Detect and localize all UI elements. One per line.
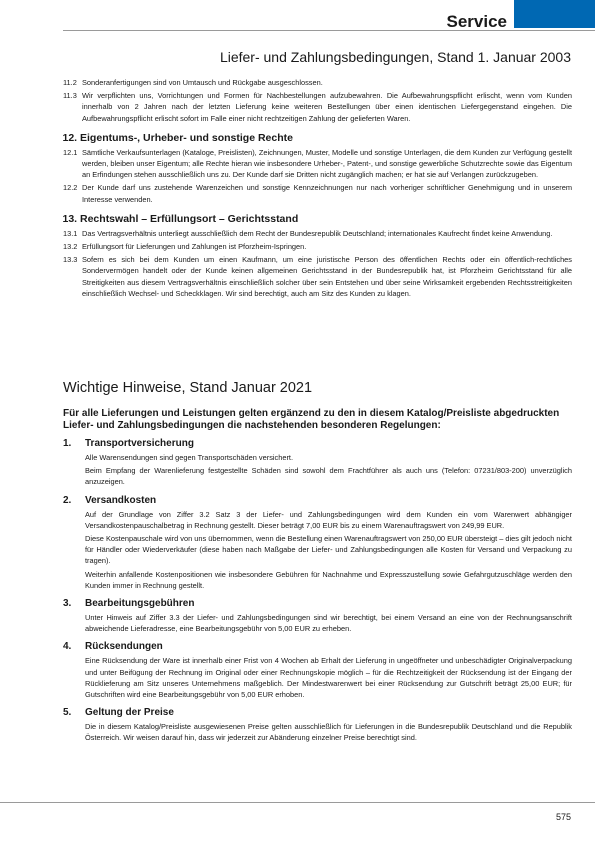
hint-heading: Geltung der Preise [85, 707, 174, 719]
clause-text: Der Kunde darf uns zustehende Warenzeichen und sonstige Kennzeichnungen nur nach vorheriger schriftlicher Genehmigung und in unserem Interesse verwenden. [82, 183, 572, 204]
clause-number: 13.3 [63, 255, 78, 265]
clause [63, 182, 572, 204]
hint-item [63, 641, 572, 700]
clause-text: Erfüllungsort für Lieferungen und Zahlungen ist Pforzheim-Ispringen. [82, 242, 307, 252]
hint-number: 3. [63, 598, 72, 610]
hint-number: 5. [63, 707, 72, 719]
hint-paragraph: Alle Warensendungen sind gegen Transportschäden versichert. [85, 453, 294, 462]
clause-number: 11.2 [63, 78, 77, 87]
hint-paragraph: Eine Rücksendung der Ware ist innerhalb einer Frist von 4 Wochen ab Erhalt der Lieferung in ungeöffneter und unbeschädigter Originalverpackung und unter Beifügung der Rechnung im Original oder einer Rechnungskopie möglich – für die Rechtzeitigkeit der Rücksendung ist der Eingang der Rücklieferung am Sitz unseres Unternehmens maßgeblich. Der Mindestwarenwert bei einer Rücksendung zur Gutschrift beträgt 25,00 EUR; für Gutschriften wird eine Bearbeitungsgebühr von 5,00 EUR erhoben. [85, 656, 572, 700]
clause-text: Sämtliche Verkaufsunterlagen (Kataloge, Preislisten), Zeichnungen, Muster, Modelle und sonstige Unterlagen, die dem Kunden zur Verfügung gestellt werden, bleiben unser Eigentum; alle Rechte hieran wie insbesondere Urheber-, Patent-, und sonstige gewerbliche Schutzrechte sowie das Eigentum an Erfindungen stehen ausschließlich uns zu. Der Kunde darf sie Dritten nicht zugänglich machen; er hat sie auf Verlangen zurückzugeben. [82, 147, 572, 180]
section-heading: 13. Rechtswahl – Erfüllungsort – Gerichtsstand [62, 212, 299, 225]
document-title: Liefer- und Zahlungsbedingungen, Stand 1. Januar 2003 [219, 49, 571, 65]
clause [63, 90, 572, 124]
hints-intro: Für alle Lieferungen und Leistungen gelten ergänzend zu den in diesem Katalog/Preisliste abgedruckten Liefer- und Zahlungsbedingungen die nachstehenden besonderen Regelungen: [63, 408, 560, 431]
hint-item [63, 438, 572, 488]
hint-paragraph: Beim Empfang der Warenlieferung festgestellte Schäden sind sowohl dem Frachtführer als auch uns (Telefon: 07231/803-200) unverzüglich anzuzeigen. [85, 466, 572, 487]
hint-number: 4. [63, 641, 72, 653]
clause [63, 147, 572, 181]
clause [63, 228, 572, 239]
hint-item [63, 598, 572, 634]
clause-text: Sonderanfertigungen sind von Umtausch und Rückgabe ausgeschlossen. [82, 78, 323, 87]
clause [63, 254, 572, 299]
clause [63, 241, 572, 252]
hint-heading: Versandkosten [85, 494, 157, 506]
hint-item [63, 707, 572, 743]
hint-paragraph: Unter Hinweis auf Ziffer 3.3 der Liefer- und Zahlungsbedingungen sind wir berechtigt, bei einem Versand an eine von der Rechnungsanschrift abweichende Lieferadresse, eine Bearbeitungsgebühr von 5,00 EUR zu erheben. [85, 613, 572, 634]
hint-number: 2. [63, 494, 72, 506]
terms-section [63, 77, 572, 301]
footer-divider [0, 802, 595, 803]
clause-number: 13.2 [63, 242, 78, 252]
hint-item [63, 495, 572, 591]
clause-number: 11.3 [63, 91, 77, 101]
section-heading: 12. Eigentums-, Urheber- und sonstige Rechte [62, 131, 293, 144]
section-color-tab [514, 0, 595, 28]
clause [63, 77, 572, 88]
hints-section [63, 380, 572, 751]
hint-heading: Rücksendungen [85, 641, 163, 653]
clause-text: Das Vertragsverhältnis unterliegt ausschließlich dem Recht der Bundesrepublik Deutschland; internationales Kaufrecht findet keine Anwendung. [82, 228, 553, 238]
hint-heading: Transportversicherung [85, 438, 194, 449]
clause-number: 12.1 [63, 147, 78, 157]
hint-paragraph: Die in diesem Katalog/Preisliste ausgewiesenen Preise gelten ausschließlich für Lieferungen in die Bundesrepublik Deutschland und die Republik Österreich. Wir weisen darauf hin, dass wir jederzeit zur Abänderung einzelner Preise berechtigt sind. [85, 722, 572, 743]
clause-text: Sofern es sich bei dem Kunden um einen Kaufmann, um eine juristische Person des öffentlichen Rechts oder ein öffentlich-rechtliches Sondervermögen handelt oder der Kunde keinen allgemeinen Gerichtsstand in der Bundesrepublik hat, ist Pforzheim Gerichtsstand für alle Streitigkeiten aus diesem Vertragsverhältnis einschließlich solcher über sein Entstehen und über seine Wirksamkeit ergebenden Rechtsstreitigkeiten einschließlich Wechsel- und Scheckklagen. Wir sind berechtigt, auch am Sitz des Kunden zu klagen. [82, 255, 572, 298]
hint-paragraph: Diese Kostenpauschale wird von uns übernommen, wenn die Bestellung einen Warenauftragswert von 250,00 EUR übersteigt – dies gilt jedoch nicht für Händler oder Wiederverkäufer (diese haben nach Maßgabe der Liefer- und Zahlungsbedingungen alle Kosten für Versand und Verpackung zu tragen). [85, 534, 572, 566]
hint-paragraph: Auf der Grundlage von Ziffer 3.2 Satz 3 der Liefer- und Zahlungsbedingungen wird dem Kunden ein vom Warenwert abhängiger Versandkostenpauschalbetrag in Rechnung gestellt. Dieser beträgt 7,00 EUR bis zu einem Warenauftragswert von 249,99 EUR. [85, 509, 572, 530]
hint-paragraph: Weiterhin anfallende Kostenpositionen wie insbesondere Gebühren für Nachnahme und Expresszustellung sowie Gefahrgutzuschläge werden den Kunden immer in Rechnung gestellt. [85, 569, 572, 590]
clause-text: Wir verpflichten uns, Vorrichtungen und Formen für Nachbestellungen aufzubewahren. Die Aufbewahrungspflicht erlischt, wenn vom Kunden innerhalb von 2 Jahren nach der letzten Lieferung keine weiteren Bestellungen über einen identischen Liefergegenstand eingehen. Die Aufbewahrungspflicht erlischt sofort im Falle einer nicht rechtzeitigen Zahlung der gelieferten Waren. [82, 91, 572, 123]
page-number: 575 [555, 812, 571, 822]
header-divider [63, 30, 595, 31]
section-label: Service [446, 12, 507, 31]
clause-number: 12.2 [63, 183, 78, 193]
hints-title: Wichtige Hinweise, Stand Januar 2021 [63, 380, 313, 396]
clause-number: 13.1 [63, 228, 78, 238]
hint-number: 1. [63, 438, 72, 449]
hint-heading: Bearbeitungsgebühren [85, 598, 195, 610]
